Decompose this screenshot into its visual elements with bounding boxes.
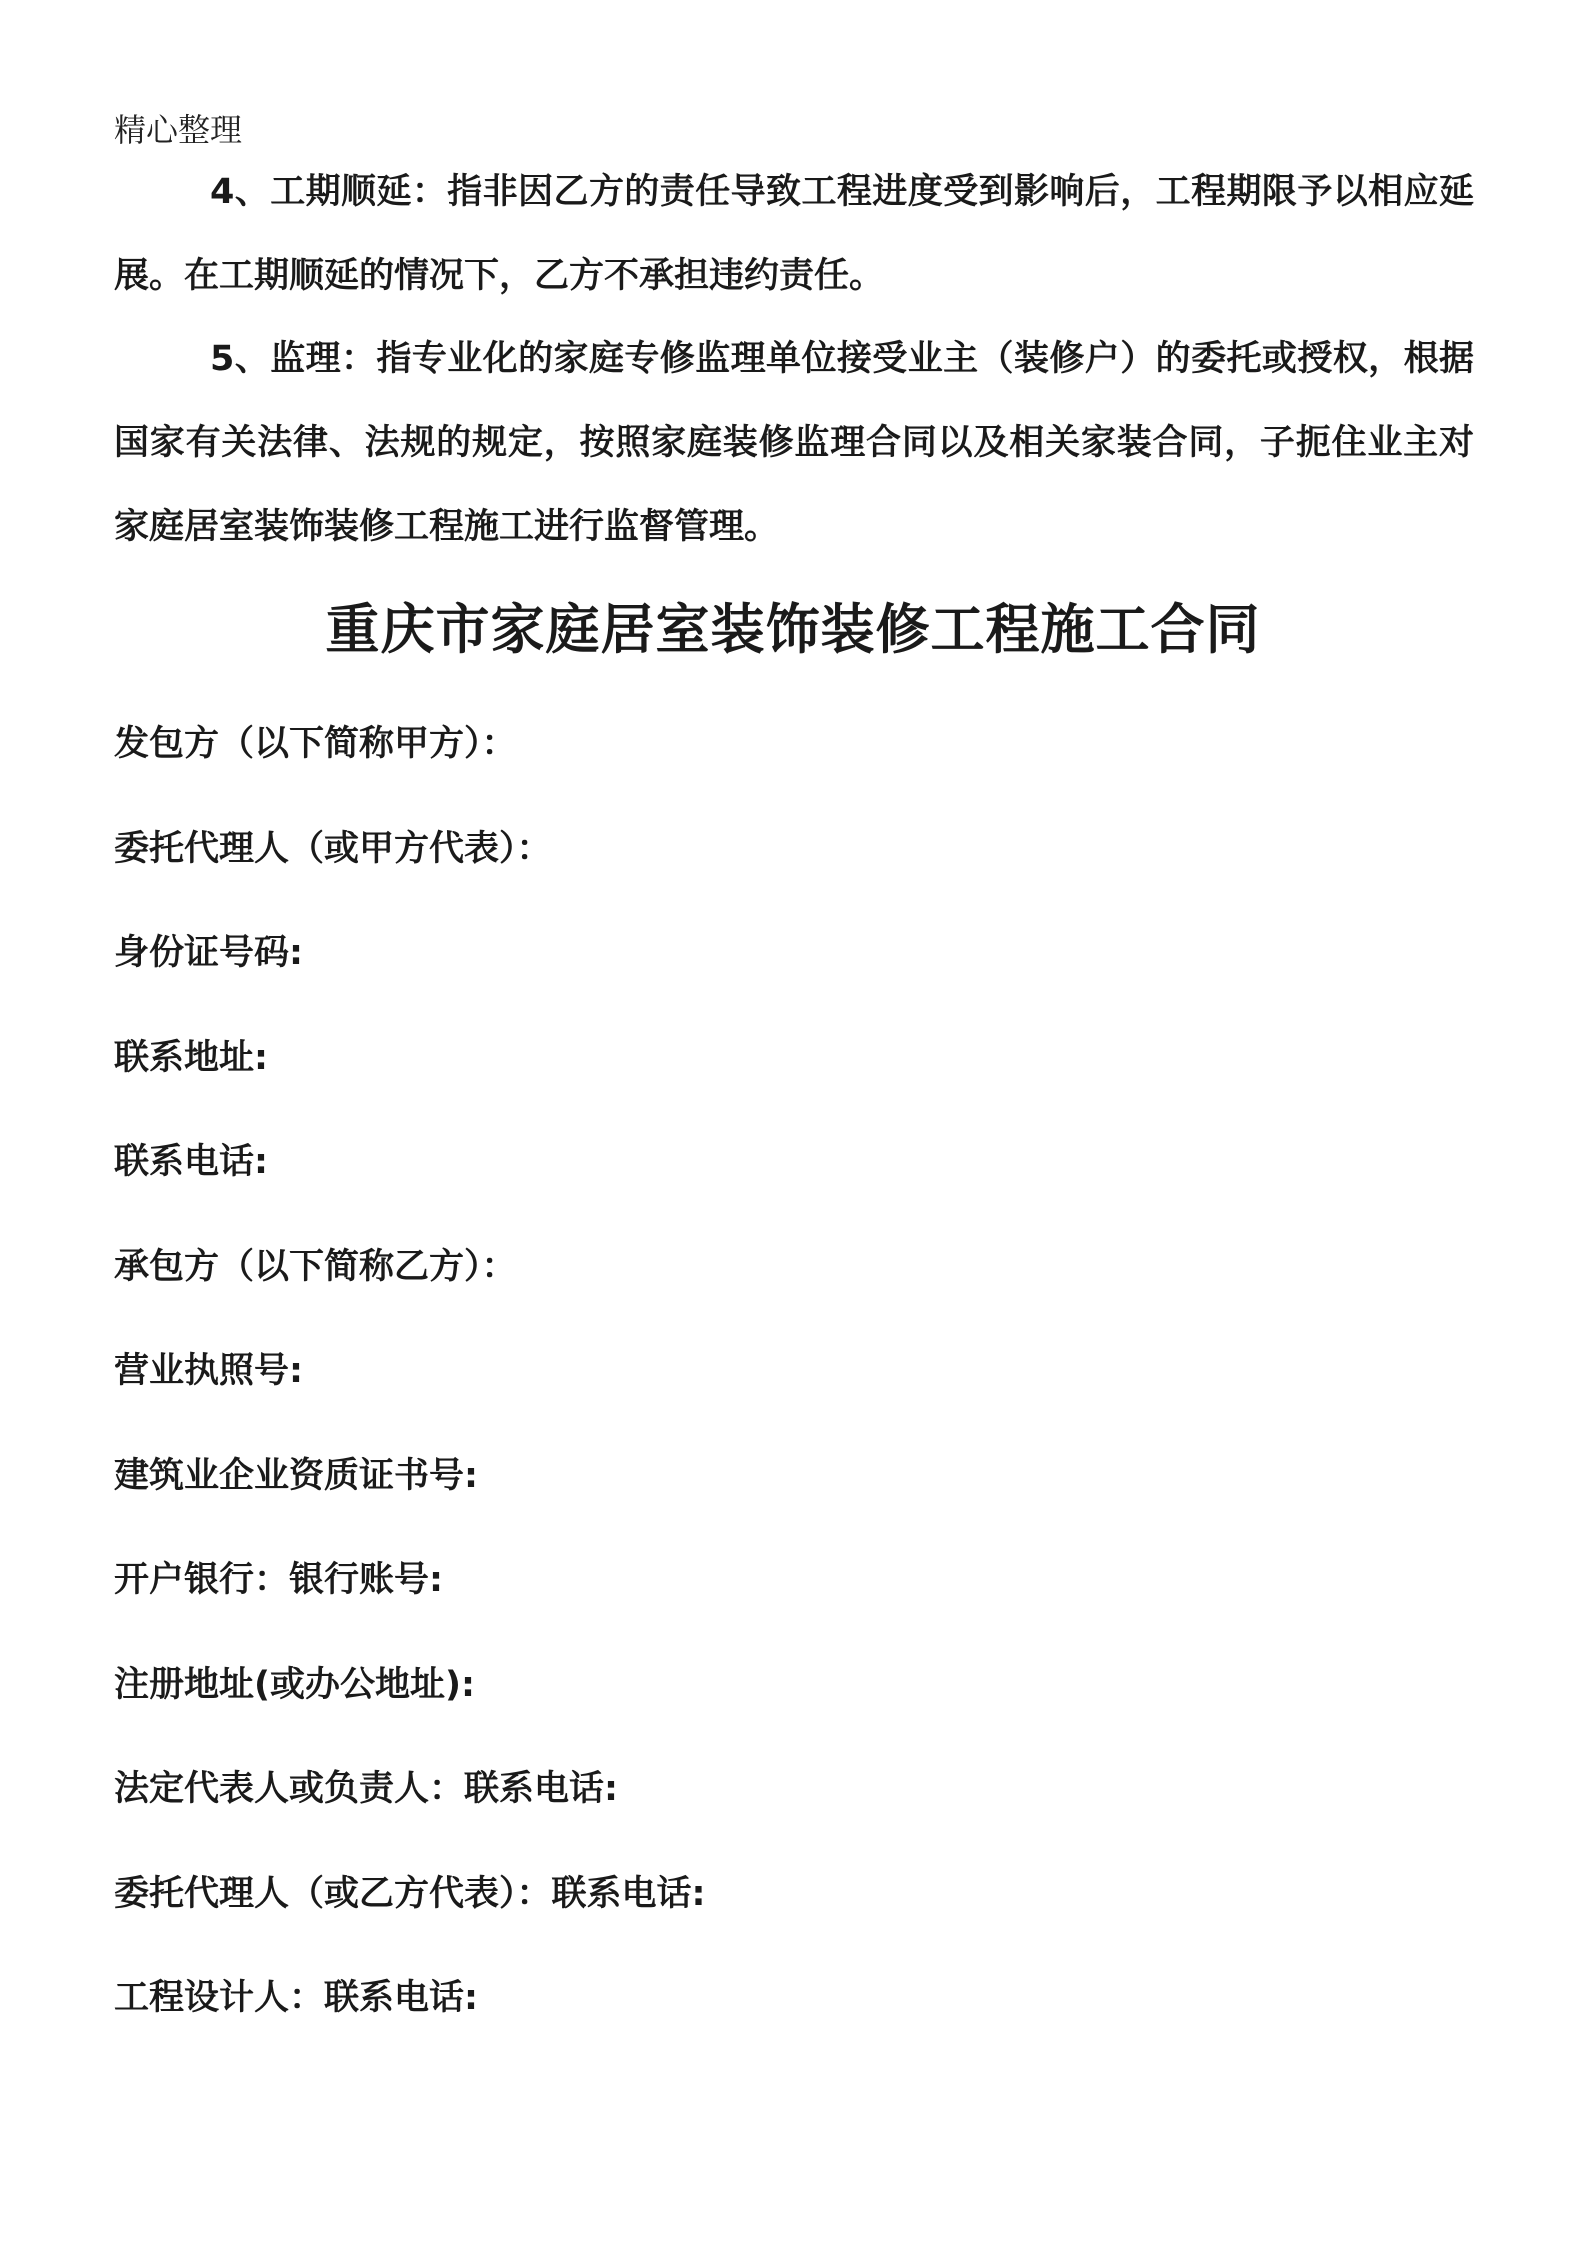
field-qualification-certificate: 建筑业企业资质证书号: (114, 1455, 478, 1496)
field-employer-agent: 委托代理人（或甲方代表）： (114, 828, 552, 869)
field-contact-address: 联系地址: (114, 1037, 268, 1078)
field-registered-address: 注册地址(或办公地址): (114, 1664, 475, 1705)
field-contact-phone: 联系电话: (114, 1142, 268, 1182)
field-contractor-agent: 委托代理人（或乙方代表）：联系电话: (114, 1873, 706, 1914)
clause-5-supervision: 5、监理：指专业化的家庭专修监理单位接受业主（装修户）的委托或授权，根据国家有关法律、法规的规定，按照家庭装修监理合同以及相关家装合同，子扼住业主对家庭居室装饰装修工程施工进行监督管理。 (114, 339, 1474, 547)
field-employer: 发包方（以下简称甲方）： (114, 724, 517, 764)
field-business-license: 营业执照号: (114, 1351, 303, 1391)
clause-4-schedule-extension: 4、工期顺延：指非因乙方的责任导致工程进度受到影响后，工程期限予以相应延展。在工期顺延的情况下，乙方不承担违约责任。 (114, 172, 1474, 296)
field-contractor: 承包方（以下简称乙方）： (114, 1246, 517, 1287)
field-legal-representative: 法定代表人或负责人：联系电话: (114, 1769, 618, 1809)
field-designer: 工程设计人：联系电话: (114, 1978, 478, 2018)
field-id-number: 身份证号码: (114, 933, 303, 973)
header-mark: 精心整理 (114, 111, 243, 149)
contract-title: 重庆市家庭居室装饰装修工程施工合同 (325, 598, 1261, 661)
party-info-list (114, 708, 1474, 2067)
field-bank-account: 开户银行：银行账号: (114, 1560, 443, 1600)
